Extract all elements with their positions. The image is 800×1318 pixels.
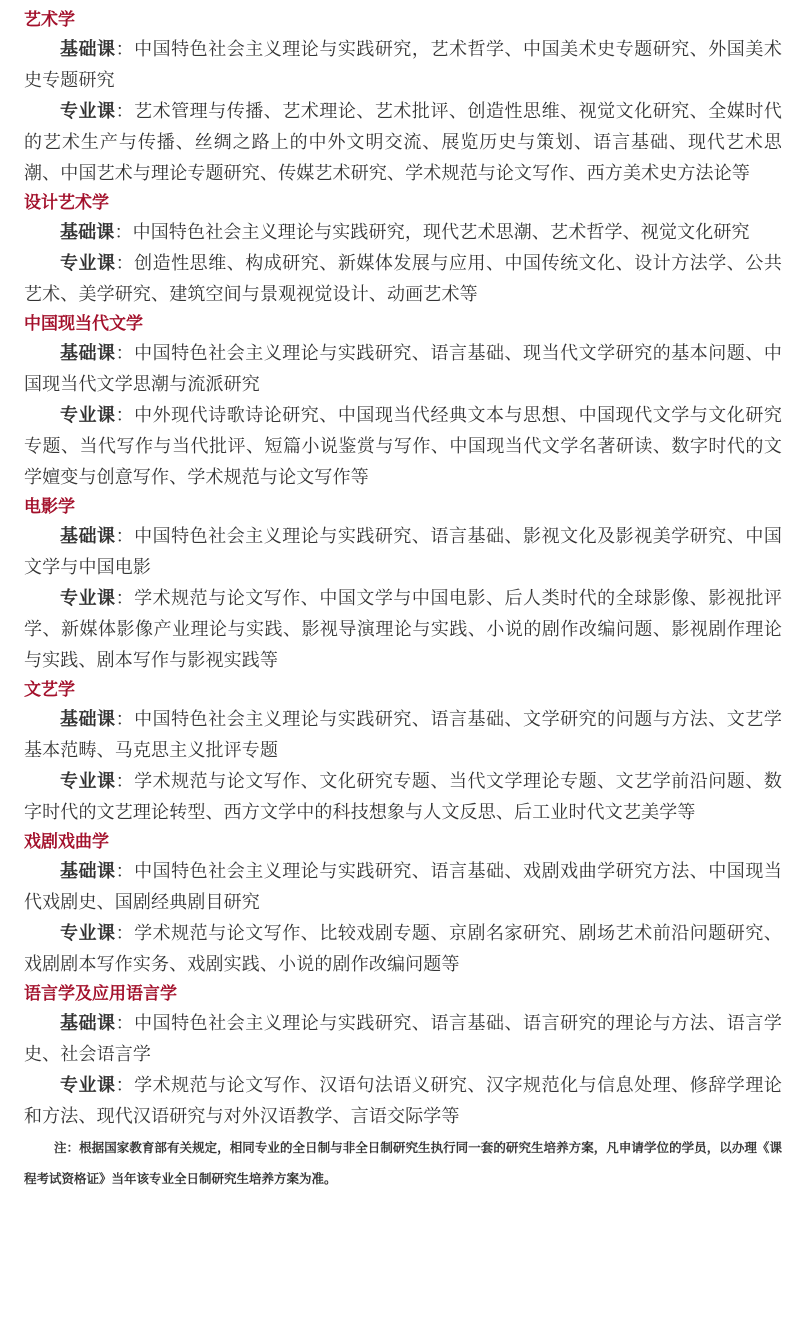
basic-courses: [24, 856, 782, 918]
major-title: 语言学及应用语言学: [24, 984, 177, 1004]
major-section: [24, 189, 782, 310]
major-section: [24, 493, 782, 676]
basic-courses: [24, 1008, 782, 1070]
major-courses-text: ：学术规范与论文写作、比较戏剧专题、京剧名家研究、剧场艺术前沿问题研究、戏剧剧本写作实务、戏剧实践、小说的剧作改编问题等: [24, 923, 782, 975]
major-courses-text: ：创造性思维、构成研究、新媒体发展与应用、中国传统文化、设计方法学、公共艺术、美学研究、建筑空间与景观视觉设计、动画艺术等: [24, 253, 782, 305]
major-courses: [24, 766, 782, 828]
major-courses-label: 专业课: [60, 1075, 116, 1096]
major-section: [24, 676, 782, 828]
basic-courses-text: ：中国特色社会主义理论与实践研究，艺术哲学、中国美术史专题研究、外国美术史专题研究: [24, 39, 782, 91]
major-title: 设计艺术学: [24, 193, 109, 213]
basic-courses-text: ：中国特色社会主义理论与实践研究、语言基础、现当代文学研究的基本问题、中国现当代文学思潮与流派研究: [24, 343, 782, 395]
major-courses-label: 专业课: [60, 405, 116, 426]
course-list: [24, 6, 782, 1194]
major-section: [24, 6, 782, 189]
basic-courses-text: ：中国特色社会主义理论与实践研究，现代艺术思潮、艺术哲学、视觉文化研究: [114, 222, 750, 243]
basic-courses-label: 基础课: [60, 709, 116, 730]
basic-courses: [24, 34, 782, 96]
major-courses-label: 专业课: [60, 101, 116, 122]
footnote: 注：根据国家教育部有关规定，相同专业的全日制与非全日制研究生执行同一套的研究生培养方案，凡申请学位的学员，以办理《课程考试资格证》当年该专业全日制研究生培养方案为准。: [24, 1140, 782, 1186]
major-courses-label: 专业课: [60, 771, 116, 792]
major-courses-label: 专业课: [60, 253, 116, 274]
major-title: 电影学: [24, 497, 75, 517]
basic-courses: [24, 338, 782, 400]
basic-courses-label: 基础课: [60, 861, 116, 882]
basic-courses-label: 基础课: [60, 343, 116, 364]
major-courses: [24, 918, 782, 980]
major-courses: [24, 1070, 782, 1132]
major-courses-text: ：艺术管理与传播、艺术理论、艺术批评、创造性思维、视觉文化研究、全媒时代的艺术生产与传播、丝绸之路上的中外文明交流、展览历史与策划、语言基础、现代艺术思潮、中国艺术与理论专题研究、传媒艺术研究、学术规范与论文写作、西方美术史方法论等: [24, 101, 782, 184]
major-title: 戏剧戏曲学: [24, 832, 109, 852]
basic-courses-label: 基础课: [60, 39, 116, 60]
basic-courses: [24, 521, 782, 583]
major-courses-label: 专业课: [60, 923, 116, 944]
basic-courses-label: 基础课: [60, 1013, 116, 1034]
basic-courses-text: ：中国特色社会主义理论与实践研究、语言基础、影视文化及影视美学研究、中国文学与中国电影: [24, 526, 782, 578]
major-title: 艺术学: [24, 10, 75, 30]
basic-courses-label: 基础课: [60, 526, 116, 547]
major-courses: [24, 400, 782, 493]
major-courses: [24, 583, 782, 676]
basic-courses-text: ：中国特色社会主义理论与实践研究、语言基础、语言研究的理论与方法、语言学史、社会语言学: [24, 1013, 782, 1065]
major-courses-text: ：学术规范与论文写作、中国文学与中国电影、后人类时代的全球影像、影视批评学、新媒体影像产业理论与实践、影视导演理论与实践、小说的剧作改编问题、影视剧作理论与实践、剧本写作与影视实践等: [24, 588, 782, 671]
major-courses: [24, 96, 782, 189]
basic-courses-text: ：中国特色社会主义理论与实践研究、语言基础、戏剧戏曲学研究方法、中国现当代戏剧史、国剧经典剧目研究: [24, 861, 782, 913]
major-courses-text: ：中外现代诗歌诗论研究、中国现当代经典文本与思想、中国现代文学与文化研究专题、当代写作与当代批评、短篇小说鉴赏与写作、中国现当代文学名著研读、数字时代的文学嬗变与创意写作、学术规范与论文写作等: [24, 405, 782, 488]
major-courses-label: 专业课: [60, 588, 116, 609]
major-courses-text: ：学术规范与论文写作、文化研究专题、当代文学理论专题、文艺学前沿问题、数字时代的文艺理论转型、西方文学中的科技想象与人文反思、后工业时代文艺美学等: [24, 771, 782, 823]
major-section: [24, 310, 782, 493]
major-section: [24, 828, 782, 980]
major-title: 中国现当代文学: [24, 314, 143, 334]
basic-courses: [24, 704, 782, 766]
basic-courses-label: 基础课: [60, 222, 115, 243]
basic-courses-text: ：中国特色社会主义理论与实践研究、语言基础、文学研究的问题与方法、文艺学基本范畴、马克思主义批评专题: [24, 709, 782, 761]
major-courses: [24, 248, 782, 310]
major-title: 文艺学: [24, 680, 75, 700]
major-section: [24, 980, 782, 1132]
basic-courses: [24, 217, 782, 248]
major-courses-text: ：学术规范与论文写作、汉语句法语义研究、汉字规范化与信息处理、修辞学理论和方法、现代汉语研究与对外汉语教学、言语交际学等: [24, 1075, 782, 1127]
